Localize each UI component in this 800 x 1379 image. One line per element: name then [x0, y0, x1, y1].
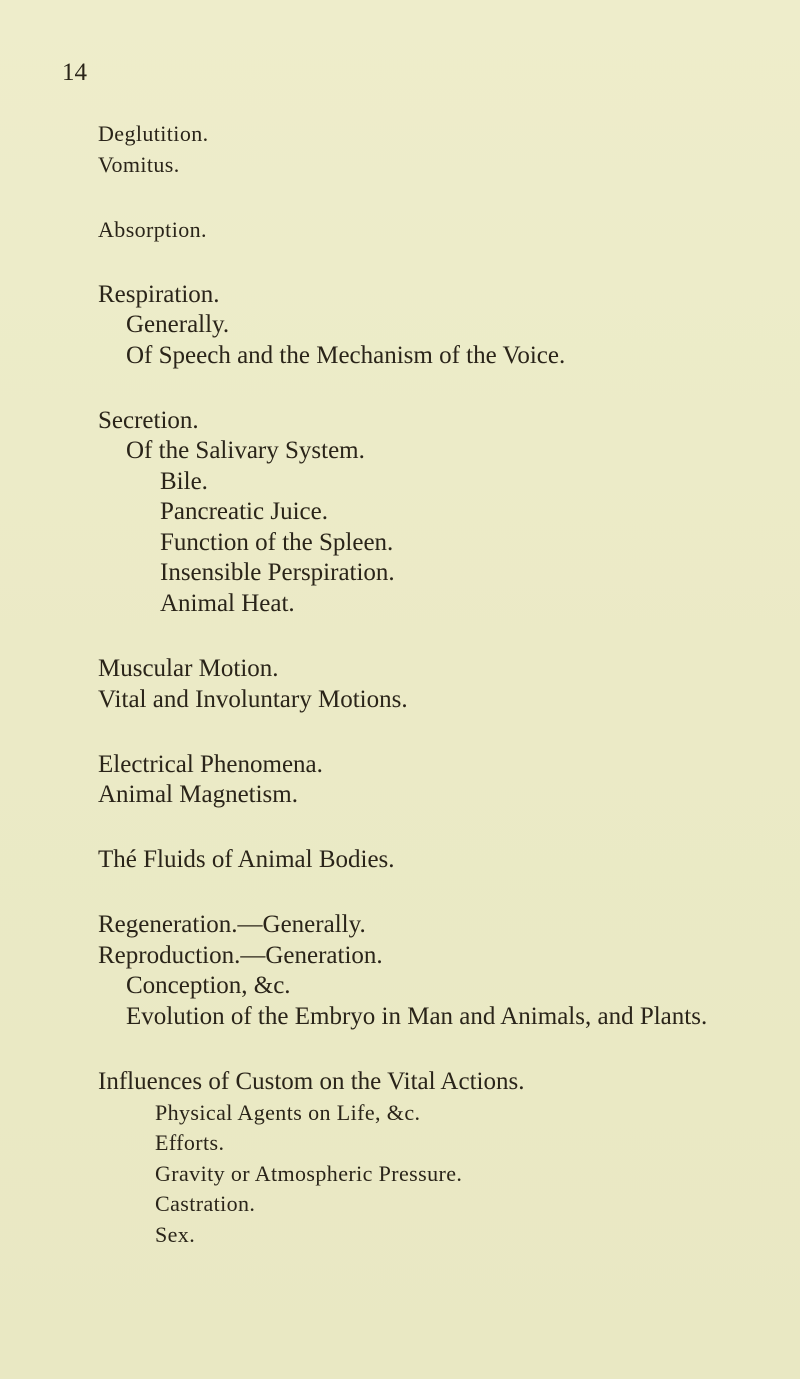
- entry-castration: Castration.: [155, 1191, 256, 1216]
- page-number: 14: [62, 59, 87, 86]
- entry-vomitus: Vomitus.: [98, 152, 180, 177]
- entry-physical-agents: Physical Agents on Life, &c.: [155, 1100, 421, 1125]
- entry-reproduction: Reproduction.—Generation.: [98, 942, 383, 969]
- entry-generally: Generally.: [126, 311, 230, 338]
- entry-speech-voice: Of Speech and the Mechanism of the Voice.: [126, 342, 566, 369]
- entry-gravity: Gravity or Atmospheric Pressure.: [155, 1161, 463, 1186]
- entry-animal-heat: Animal Heat.: [160, 590, 295, 617]
- entry-regeneration: Regeneration.—Generally.: [98, 911, 366, 938]
- entry-evolution: Evolution of the Embryo in Man and Animals, and Plants.: [126, 1003, 708, 1030]
- entry-conception: Conception, &c.: [126, 972, 291, 999]
- entry-spleen: Function of the Spleen.: [160, 529, 394, 556]
- entry-bile: Bile.: [160, 468, 208, 495]
- entry-sex: Sex.: [155, 1222, 196, 1247]
- entry-electrical-phenomena: Electrical Phenomena.: [98, 751, 323, 778]
- entry-vital-motions: Vital and Involuntary Motions.: [98, 686, 408, 713]
- entry-secretion: Secretion.: [98, 407, 199, 434]
- entry-muscular-motion: Muscular Motion.: [98, 655, 279, 682]
- entry-perspiration: Insensible Perspiration.: [160, 559, 395, 586]
- entry-pancreatic-juice: Pancreatic Juice.: [160, 498, 328, 525]
- entry-influences: Influences of Custom on the Vital Actions.: [98, 1068, 525, 1095]
- entry-deglutition: Deglutition.: [98, 121, 209, 146]
- entry-fluids: Thé Fluids of Animal Bodies.: [98, 846, 395, 873]
- entry-efforts: Efforts.: [155, 1130, 225, 1155]
- entry-salivary-system: Of the Salivary System.: [126, 437, 365, 464]
- entry-respiration: Respiration.: [98, 281, 220, 308]
- entry-animal-magnetism: Animal Magnetism.: [98, 781, 298, 808]
- entry-absorption: Absorption.: [98, 217, 207, 242]
